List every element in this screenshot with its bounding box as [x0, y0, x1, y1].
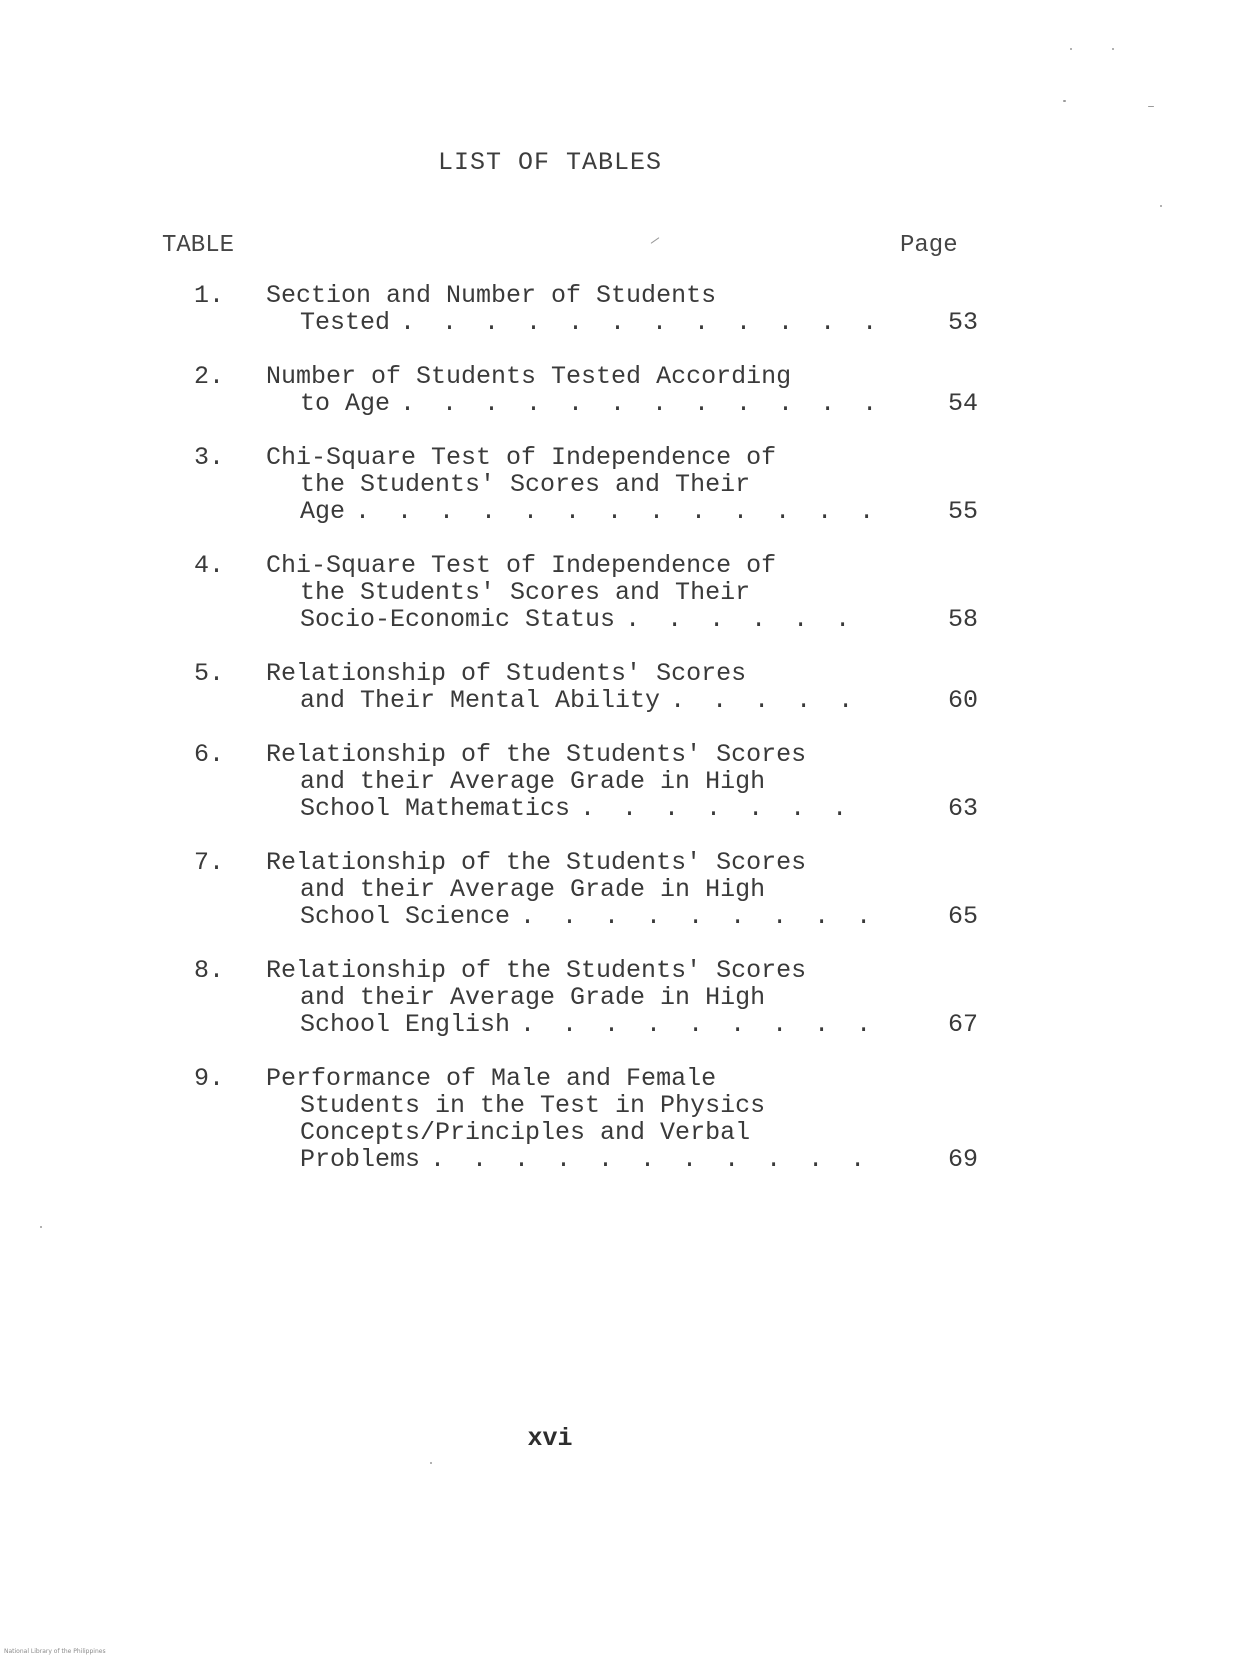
dot-leader [345, 498, 876, 525]
table-entry-title-line: Concepts/Principles and Verbal [300, 1118, 751, 1147]
table-entry [0, 444, 1251, 525]
table-entry-title-line: the Students' Scores and Their [300, 578, 751, 607]
table-entry-number: 2. [194, 362, 225, 391]
scan-speck [1112, 48, 1114, 50]
table-entry-title-line [266, 390, 876, 417]
scan-speck [1070, 48, 1072, 50]
table-entry-number: 4. [194, 551, 225, 580]
dot-leader [420, 1146, 876, 1173]
table-entry-title-line: Relationship of Students' Scores [266, 659, 747, 688]
table-entry-page: 69 [947, 1145, 978, 1174]
table-list [0, 282, 1251, 1200]
scan-speck [40, 1226, 42, 1228]
table-entry-page: 65 [947, 902, 978, 931]
table-entry-title-text: Tested [300, 309, 391, 336]
table-entry-title-line: Chi-Square Test of Independence of [266, 443, 777, 472]
table-entry [0, 741, 1251, 822]
table-entry-title-line [266, 309, 876, 336]
table-entry-title-line: Relationship of the Students' Scores [266, 740, 807, 769]
dot-leader [660, 687, 876, 714]
table-entry-number: 1. [194, 281, 225, 310]
table-entry-title-text: Socio-Economic Status [300, 606, 616, 633]
table-entry-title-line: Relationship of the Students' Scores [266, 956, 807, 985]
table-entry-title-line [266, 903, 876, 930]
table-entry-title-text: to Age [300, 390, 391, 417]
table-entry-title-line: Number of Students Tested According [266, 362, 792, 391]
table-entry-page: 53 [947, 308, 978, 337]
table-entry-title-line: Performance of Male and Female [266, 1064, 717, 1093]
table-entry [0, 1065, 1251, 1173]
table-entry-title-line [266, 1146, 876, 1173]
table-entry-title-text: Age [300, 498, 346, 525]
table-entry-page: 67 [947, 1010, 978, 1039]
table-entry-number: 8. [194, 956, 225, 985]
table-entry-title [266, 552, 876, 633]
table-entry-title-text: Problems [300, 1146, 421, 1173]
table-entry-number: 3. [194, 443, 225, 472]
table-entry-title-line [266, 687, 876, 714]
table-entry-title [266, 849, 876, 930]
scan-speck [430, 1462, 432, 1464]
table-entry-title-line [266, 498, 876, 525]
table-entry-title [266, 444, 876, 525]
table-entry-title-line: the Students' Scores and Their [300, 470, 751, 499]
page-number: xvi [527, 1424, 573, 1453]
table-entry-title-line: and their Average Grade in High [300, 875, 766, 904]
table-entry-title [266, 741, 876, 822]
table-entry-page: 58 [947, 605, 978, 634]
scan-footer-text: National Library of the Philippines [4, 1648, 106, 1655]
table-entry-title-line: and their Average Grade in High [300, 767, 766, 796]
table-entry-page: 55 [947, 497, 978, 526]
table-entry-title-line: Chi-Square Test of Independence of [266, 551, 777, 580]
table-entry-number: 7. [194, 848, 225, 877]
table-entry-title [266, 660, 876, 714]
table-entry-title-text: School Science [300, 903, 511, 930]
table-entry-title-text: School English [300, 1011, 511, 1038]
table-entry [0, 363, 1251, 417]
table-entry-page: 60 [947, 686, 978, 715]
table-entry-title-text: School Mathematics [300, 795, 571, 822]
table-entry [0, 849, 1251, 930]
table-entry-title-line [266, 795, 876, 822]
dot-leader [510, 903, 876, 930]
table-entry-page: 54 [947, 389, 978, 418]
table-entry-number: 5. [194, 659, 225, 688]
table-entry-title-line: Relationship of the Students' Scores [266, 848, 807, 877]
table-entry-title-line [266, 606, 876, 633]
table-entry [0, 552, 1251, 633]
table-entry-title [266, 282, 876, 336]
table-entry-title [266, 1065, 876, 1173]
scan-speck [1148, 106, 1154, 107]
dot-leader [390, 309, 876, 336]
table-entry-title-line [266, 1011, 876, 1038]
dot-leader [615, 606, 876, 633]
scan-speck [1063, 100, 1066, 102]
dot-leader [510, 1011, 876, 1038]
table-entry-title [266, 957, 876, 1038]
table-column-header: TABLE [162, 232, 235, 259]
table-entry-number: 9. [194, 1064, 225, 1093]
dot-leader [390, 390, 876, 417]
page-title: LIST OF TABLES [437, 148, 663, 177]
table-entry-page: 63 [947, 794, 978, 823]
table-entry-title [266, 363, 876, 417]
scan-speck [651, 237, 660, 244]
scan-speck [1160, 205, 1162, 207]
table-entry-title-text: and Their Mental Ability [300, 687, 661, 714]
dot-leader [570, 795, 876, 822]
table-entry-title-line: Students in the Test in Physics [300, 1091, 766, 1120]
table-entry-number: 6. [194, 740, 225, 769]
table-entry [0, 660, 1251, 714]
table-entry-title-line: and their Average Grade in High [300, 983, 766, 1012]
table-entry [0, 282, 1251, 336]
page-column-header: Page [900, 232, 958, 259]
table-entry [0, 957, 1251, 1038]
table-entry-title-line: Section and Number of Students [266, 281, 717, 310]
